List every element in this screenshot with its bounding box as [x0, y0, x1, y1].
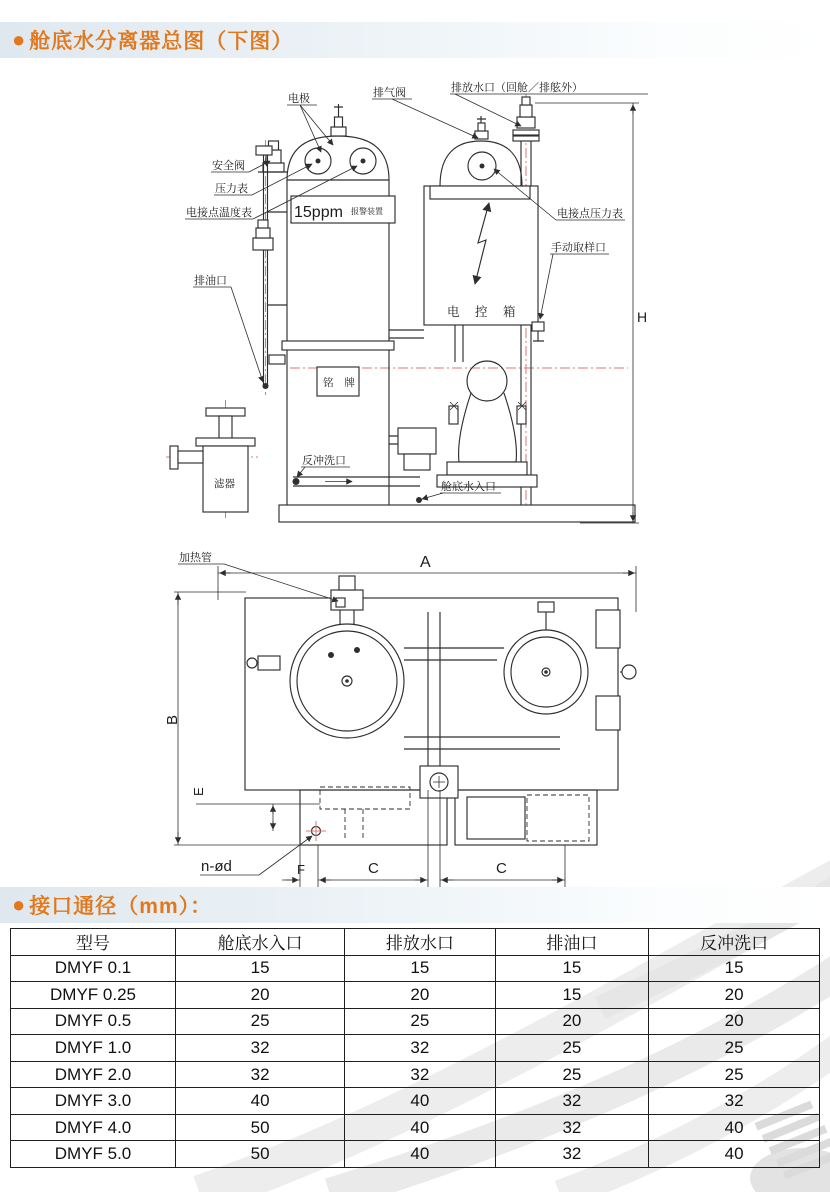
separator-top-view-diagram	[160, 540, 665, 895]
filter-vessel	[170, 408, 255, 512]
vessel-top-circle	[504, 602, 588, 714]
dimension-h	[535, 103, 647, 523]
nameplate	[317, 367, 359, 396]
section-header-ports	[0, 887, 830, 923]
nameplate-label: 铭 牌	[323, 377, 359, 389]
table-cell: 25	[495, 1061, 649, 1088]
dim-a-label: A	[420, 554, 431, 571]
table-cell: 40	[345, 1114, 495, 1141]
table-header-cell: 排油口	[495, 929, 649, 956]
table-cell: 32	[495, 1088, 649, 1115]
base-frame	[279, 505, 635, 522]
dimension-b	[164, 592, 300, 845]
table-header-cell: 排放水口	[345, 929, 495, 956]
separator-vessel	[269, 104, 394, 505]
dim-c1-label: C	[368, 860, 379, 877]
electrode-label: 电极	[288, 93, 310, 105]
separator-front-view-diagram	[165, 70, 670, 540]
table-cell: 20	[649, 1008, 820, 1035]
table-row	[11, 982, 820, 1009]
table-header-cell: 反冲洗口	[649, 929, 820, 956]
table-cell: 25	[649, 1061, 820, 1088]
table-cell: 15	[176, 955, 345, 982]
table-cell: 15	[345, 955, 495, 982]
model-cell: DMYF 4.0	[11, 1114, 176, 1141]
table-row	[11, 1061, 820, 1088]
ppm-alarm-sublabel: 报警装置	[351, 207, 383, 216]
contact-pressure-gauge-label: 电接点压力表	[557, 208, 623, 220]
topview-piping	[404, 612, 560, 798]
table-cell: 40	[649, 1114, 820, 1141]
safety-valve-label: 安全阀	[212, 160, 245, 172]
model-cell: DMYF 0.25	[11, 982, 176, 1009]
heating-tube-label: 加热管	[179, 552, 212, 564]
model-cell: DMYF 5.0	[11, 1141, 176, 1168]
manual-sampling-port-label: 手动取样口	[551, 242, 606, 254]
table-cell: 32	[176, 1035, 345, 1062]
port-diameter-table	[10, 928, 820, 1168]
table-cell: 15	[649, 955, 820, 982]
page-title: 舱底水分离器总图（下图）	[29, 30, 294, 53]
table-row	[11, 1035, 820, 1062]
table-cell: 20	[649, 982, 820, 1009]
table-cell: 25	[495, 1035, 649, 1062]
table-header-row	[11, 929, 820, 956]
dim-c2-label: C	[496, 860, 507, 877]
table-cell: 40	[345, 1088, 495, 1115]
table-cell: 20	[345, 982, 495, 1009]
table-cell: 15	[495, 955, 649, 982]
ppm-alarm-box	[291, 196, 395, 223]
bolt-hole-callout	[200, 836, 312, 875]
table-cell: 50	[176, 1114, 345, 1141]
discharge-outlet-label: 排放水口（回舱／排舷外）	[451, 82, 583, 94]
table-row	[11, 1008, 820, 1035]
section-header-overview	[0, 22, 830, 58]
table-cell: 32	[345, 1061, 495, 1088]
table-cell: 32	[345, 1035, 495, 1062]
table-cell: 40	[649, 1141, 820, 1168]
table-cell: 32	[176, 1061, 345, 1088]
table-cell: 40	[176, 1088, 345, 1115]
bilge-water-inlet-label: 舱底水入口	[441, 481, 496, 493]
ports-section-title: 接口通径（mm）：	[29, 895, 213, 918]
table-cell: 32	[495, 1114, 649, 1141]
table-row	[11, 1114, 820, 1141]
table-row	[11, 1088, 820, 1115]
table-cell: 32	[649, 1088, 820, 1115]
heating-tube-callout	[178, 550, 338, 601]
model-cell: DMYF 3.0	[11, 1088, 176, 1115]
contact-thermometer-label: 电接点温度表	[186, 207, 252, 219]
table-cell: 32	[495, 1141, 649, 1168]
level-gauge-pipe	[253, 146, 287, 389]
table-header-cell: 型号	[11, 929, 176, 956]
side-fittings	[247, 610, 636, 730]
dimension-e	[191, 787, 320, 831]
dim-f-label: F	[297, 862, 305, 877]
air-vent-valve-label: 排气阀	[373, 87, 406, 99]
table-cell: 20	[176, 982, 345, 1009]
table-cell: 25	[649, 1035, 820, 1062]
dim-b-label: B	[164, 714, 181, 725]
table-cell: 50	[176, 1141, 345, 1168]
pressure-gauge-label: 压力表	[215, 183, 248, 195]
sampling-tap	[532, 322, 544, 341]
control-box-label: 电 控 箱	[447, 305, 522, 319]
bullet-icon: ●	[12, 27, 26, 52]
table-row	[11, 955, 820, 982]
bullet-icon: ●	[12, 892, 26, 917]
backwash-pipe	[293, 477, 421, 486]
table-cell: 40	[345, 1141, 495, 1168]
backwash-port-label: 反冲洗口	[302, 455, 346, 467]
oil-outlet-label: 排油口	[194, 275, 227, 287]
table-cell: 15	[495, 982, 649, 1009]
bolt-holes-label: n-ød	[201, 858, 232, 875]
model-cell: DMYF 2.0	[11, 1061, 176, 1088]
table-cell: 20	[495, 1008, 649, 1035]
ppm-alarm-label: 15ppm	[294, 204, 343, 221]
table-cell: 25	[345, 1008, 495, 1035]
model-cell: DMYF 0.5	[11, 1008, 176, 1035]
table-cell: 25	[176, 1008, 345, 1035]
model-cell: DMYF 1.0	[11, 1035, 176, 1062]
dim-e-label: E	[191, 787, 206, 796]
topview-outline	[245, 598, 618, 845]
table-header-cell: 舱底水入口	[176, 929, 345, 956]
filter-label: 滤器	[214, 478, 235, 490]
model-cell: DMYF 0.1	[11, 955, 176, 982]
table-row	[11, 1141, 820, 1168]
control-box	[424, 186, 538, 325]
separator-top-circle	[290, 576, 404, 738]
dim-h-label: H	[637, 309, 648, 325]
pump	[389, 325, 537, 487]
dimension-a	[218, 554, 636, 612]
